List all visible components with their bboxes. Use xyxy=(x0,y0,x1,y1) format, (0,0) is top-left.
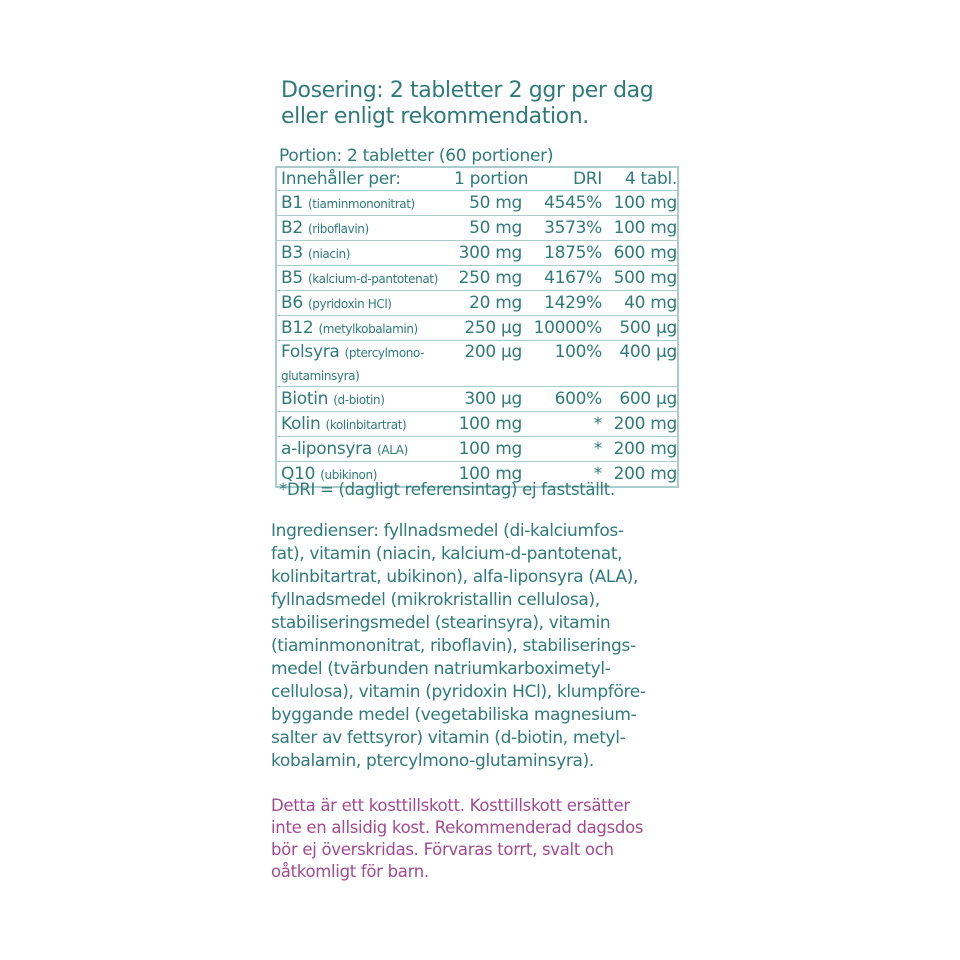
per-4-tablets-value: 200 mg xyxy=(613,464,677,484)
nutrient-name: B6 xyxy=(281,293,303,313)
nutrient-name-cell xyxy=(277,389,454,409)
nutrient-name: B2 xyxy=(281,218,303,238)
dri-value: * xyxy=(593,439,602,459)
portion-text: Portion: 2 tabletter (60 portioner) xyxy=(279,146,554,166)
per-portion-value: 50 mg xyxy=(469,218,522,238)
nutrient-name: Folsyra xyxy=(281,342,340,362)
header-content: Innehåller per: xyxy=(281,169,401,189)
nutrient-note: (kalcium-d-pantotenat) xyxy=(308,272,438,286)
per-4-tablets-value: 40 mg xyxy=(624,293,677,313)
nutrient-name: a-liponsyra xyxy=(281,439,372,459)
table-row xyxy=(277,436,677,461)
dri-value: * xyxy=(593,414,602,434)
nutrition-table xyxy=(275,166,679,488)
dri-value: 10000% xyxy=(533,318,602,338)
ingredients-line: Ingredienser: fyllnadsmedel (di-kalciumfos- xyxy=(271,521,624,541)
dri-value: 1875% xyxy=(544,243,602,263)
nutrient-note: (tiaminmononitrat) xyxy=(308,197,415,211)
per-4-tablets-value: 600 mg xyxy=(613,243,677,263)
table-row xyxy=(277,340,677,386)
nutrient-name-cell xyxy=(277,268,454,288)
ingredients-line: byggande medel (vegetabiliska magnesium- xyxy=(271,705,637,725)
nutrient-name-cell xyxy=(277,414,454,434)
per-portion-value: 100 mg xyxy=(458,464,522,484)
nutrient-name: B12 xyxy=(281,318,314,338)
nutrient-name: Q10 xyxy=(281,464,316,484)
nutrient-name-cell xyxy=(277,341,454,387)
ingredients-line: cellulosa), vitamin (pyridoxin HCl), klumpföre- xyxy=(271,682,646,702)
table-row xyxy=(277,290,677,315)
nutrient-note: (niacin) xyxy=(308,247,350,261)
per-portion-value: 50 mg xyxy=(469,193,522,213)
nutrient-name-cell xyxy=(277,293,454,313)
per-4-tablets-value: 200 mg xyxy=(613,439,677,459)
nutrient-note: (d-biotin) xyxy=(333,393,385,407)
nutrient-note: (ubikinon) xyxy=(320,468,377,482)
per-4-tablets-value: 100 mg xyxy=(613,193,677,213)
nutrient-name-cell xyxy=(277,439,454,459)
per-portion-value: 300 µg xyxy=(464,389,522,409)
nutrient-note: (kolinbitartrat) xyxy=(325,418,407,432)
header-dri: DRI xyxy=(572,169,602,189)
dri-footnote: *DRI = (dagligt referensintag) ej fastställt. xyxy=(279,480,615,499)
nutrient-note: (ptercylmono- xyxy=(344,346,425,360)
nutrient-note: (metylkobalamin) xyxy=(318,322,418,336)
per-4-tablets-value: 600 µg xyxy=(619,389,677,409)
ingredients-line: kobalamin, ptercylmono-glutaminsyra). xyxy=(271,751,594,771)
per-4-tablets-value: 500 mg xyxy=(613,268,677,288)
table-row xyxy=(277,240,677,265)
warning-line: Detta är ett kosttillskott. Kosttillskott ersätter xyxy=(271,796,630,815)
nutrient-note: (riboflavin) xyxy=(308,222,369,236)
ingredients-line: fyllnadsmedel (mikrokristallin cellulosa), xyxy=(271,590,600,610)
ingredients-line: kolinbitartrat, ubikinon), alfa-liponsyra (ALA), xyxy=(271,567,639,587)
dri-value: 1429% xyxy=(544,293,602,313)
dosage-line: Dosering: 2 tabletter 2 ggr per dag xyxy=(281,78,654,103)
nutrient-name-cell xyxy=(277,218,454,238)
dri-value: * xyxy=(593,464,602,484)
ingredients-line: medel (tvärbunden natriumkarboximetyl- xyxy=(271,659,611,679)
table-row xyxy=(277,265,677,290)
per-4-tablets-value: 200 mg xyxy=(613,414,677,434)
table-header-row xyxy=(277,168,677,190)
table-row xyxy=(277,190,677,215)
warning-line: bör ej överskridas. Förvaras torrt, svalt och xyxy=(271,840,614,859)
per-portion-value: 20 mg xyxy=(469,293,522,313)
nutrient-name-cell xyxy=(277,243,454,263)
per-portion-value: 300 mg xyxy=(458,243,522,263)
table-row xyxy=(277,386,677,411)
nutrient-name: Kolin xyxy=(281,414,321,434)
nutrient-name-cell xyxy=(277,193,454,213)
nutrient-note: (ALA) xyxy=(377,443,408,457)
ingredients-line: stabiliseringsmedel (stearinsyra), vitamin xyxy=(271,613,611,633)
dosage-line: eller enligt rekommendation. xyxy=(281,104,589,129)
per-portion-value: 100 mg xyxy=(458,439,522,459)
per-portion-value: 250 mg xyxy=(458,268,522,288)
per-4-tablets-value: 400 µg xyxy=(619,342,677,362)
warning-line: oåtkomligt för barn. xyxy=(271,862,429,881)
dri-value: 600% xyxy=(554,389,602,409)
per-4-tablets-value: 500 µg xyxy=(619,318,677,338)
nutrient-name: B3 xyxy=(281,243,303,263)
dri-value: 4545% xyxy=(544,193,602,213)
per-portion-value: 100 mg xyxy=(458,414,522,434)
ingredients-line: fat), vitamin (niacin, kalcium-d-pantotenat, xyxy=(271,544,623,564)
warning-line: inte en allsidig kost. Rekommenderad dagsdos xyxy=(271,818,644,837)
dri-value: 100% xyxy=(554,342,602,362)
nutrient-name: B1 xyxy=(281,193,303,213)
dosage-text xyxy=(281,78,701,130)
header-4-tablets: 4 tabl. xyxy=(624,169,677,189)
table-row xyxy=(277,215,677,240)
nutrient-note: (pyridoxin HCl) xyxy=(308,297,392,311)
table-row xyxy=(277,411,677,436)
header-portion: 1 portion xyxy=(454,169,529,189)
table-row xyxy=(277,315,677,340)
dri-value: 3573% xyxy=(544,218,602,238)
dri-value: 4167% xyxy=(544,268,602,288)
supplement-warning xyxy=(271,795,701,883)
ingredients-text xyxy=(271,520,701,773)
nutrient-name: Biotin xyxy=(281,389,329,409)
ingredients-line: (tiaminmononitrat, riboflavin), stabiliserings- xyxy=(271,636,636,656)
per-portion-value: 200 µg xyxy=(464,342,522,362)
per-portion-value: 250 µg xyxy=(464,318,522,338)
ingredients-line: salter av fettsyror) vitamin (d-biotin, metyl- xyxy=(271,728,626,748)
nutrient-note-continued: glutaminsyra) xyxy=(281,369,360,383)
nutrient-name-cell xyxy=(277,318,454,338)
per-4-tablets-value: 100 mg xyxy=(613,218,677,238)
nutrient-name: B5 xyxy=(281,268,303,288)
